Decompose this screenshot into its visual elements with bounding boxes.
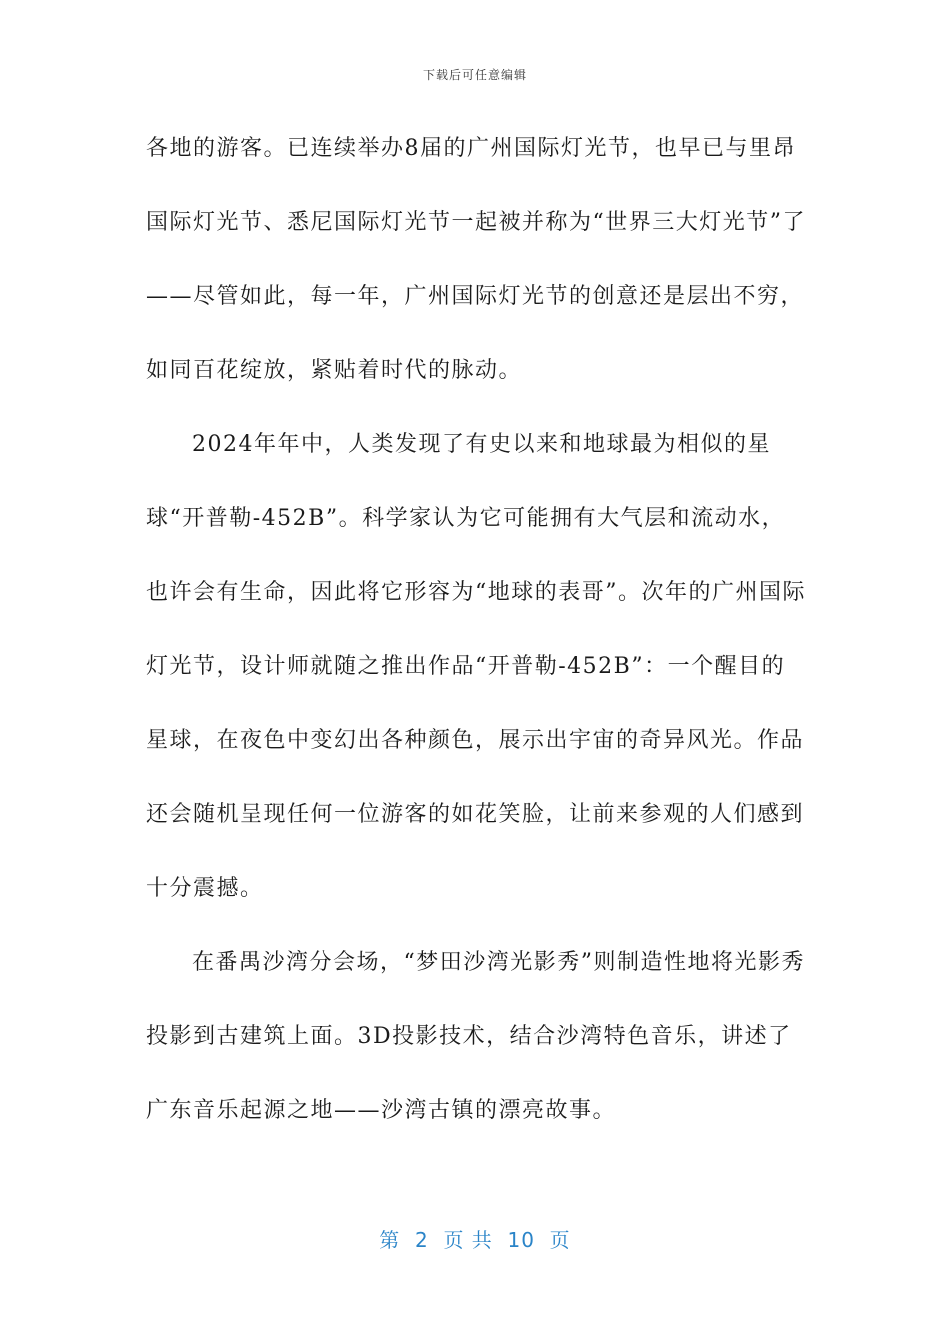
paragraph-1: 各地的游客。已连续举办8届的广州国际灯光节，也早已与里昂国际灯光节、悉尼国际灯光节一起被并称为“世界三大灯光节”了——尽管如此，每一年，广州国际灯光节的创意还是层出不穷，如同百花绽放，紧贴着时代的脉动。 xyxy=(146,136,806,383)
body-text xyxy=(146,112,806,1148)
page-number: 第 2 页 共 10 页 xyxy=(379,1228,571,1252)
paragraph-2: 2024年年中，人类发现了有史以来和地球最为相似的星球“开普勒-452B”。科学家认为它可能拥有大气层和流动水，也许会有生命，因此将它形容为“地球的表哥”。次年的广州国际灯光节，设计师就随之推出作品“开普勒-452B”：一个醒目的星球，在夜色中变幻出各种颜色，展示出宇宙的奇异风光。作品还会随机呈现任何一位游客的如花笑脸，让前来参观的人们感到十分震撼。 xyxy=(146,432,806,901)
paragraph-3: 在番禺沙湾分会场，“梦田沙湾光影秀”则制造性地将光影秀投影到古建筑上面。3D投影技术，结合沙湾特色音乐，讲述了广东音乐起源之地——沙湾古镇的漂亮故事。 xyxy=(146,950,805,1123)
header-note: 下载后可任意编辑 xyxy=(422,68,527,82)
